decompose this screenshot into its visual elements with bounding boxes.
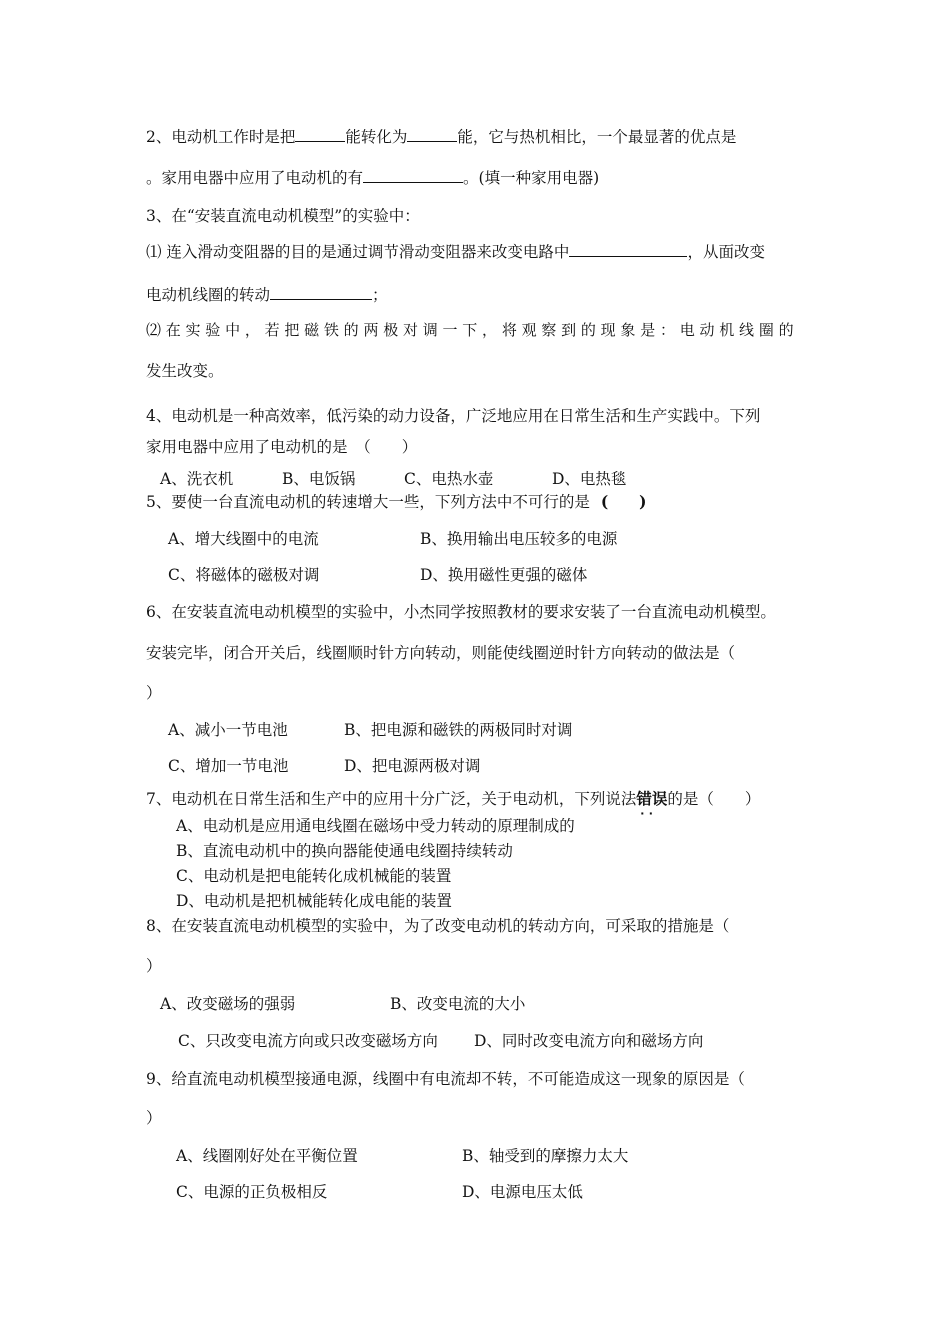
- q2-blank-1[interactable]: [295, 127, 345, 142]
- q5-option-a[interactable]: A、增大线圈中的电流: [168, 530, 319, 548]
- q7-option-d[interactable]: D、电动机是把机械能转化成电能的装置: [176, 892, 452, 910]
- q6-option-d[interactable]: D、把电源两极对调: [344, 757, 481, 775]
- q6-option-a[interactable]: A、减小一节电池: [168, 721, 288, 739]
- q8-option-b[interactable]: B、改变电流的大小: [390, 995, 526, 1013]
- q8-line2: ）: [146, 957, 162, 975]
- q3-text: ；: [372, 286, 388, 304]
- q9-line1: 9、给直流电动机模型接通电源，线圈中有电流却不转，不可能造成这一现象的原因是（: [146, 1070, 745, 1088]
- q7-emphasis: 错误 · ·: [636, 791, 667, 808]
- q6-line3: ）: [146, 684, 162, 702]
- q5-option-b[interactable]: B、换用输出电压较多的电源: [420, 530, 618, 548]
- q7-option-c[interactable]: C、电动机是把电能转化成机械能的装置: [176, 867, 452, 885]
- q2-line1: [146, 127, 736, 147]
- q3-text: ，从面改变: [687, 243, 765, 261]
- q6-option-c[interactable]: C、增加一节电池: [168, 757, 289, 775]
- q2-text: 。(填一种家用电器): [463, 169, 600, 187]
- q9-line2: ）: [146, 1109, 162, 1127]
- q5-answer-paren[interactable]: ( ): [600, 492, 647, 511]
- q7-text: 的是（ ）: [667, 790, 761, 808]
- q2-text: 能，它与热机相比，一个最显著的优点是: [457, 128, 737, 146]
- q9-option-c[interactable]: C、电源的正负极相反: [176, 1183, 328, 1201]
- q2-text: 2、电动机工作时是把: [146, 128, 296, 146]
- q3-title: 3、在“安装直流电动机模型”的实验中：: [146, 207, 420, 225]
- q7-option-a[interactable]: A、电动机是应用通电线圈在磁场中受力转动的原理制成的: [176, 817, 575, 835]
- q6-line1: 6、在安装直流电动机模型的实验中，小杰同学按照教材的要求安装了一台直流电动机模型。: [146, 603, 776, 621]
- q6-line2: 安装完毕，闭合开关后，线圈顺时针方向转动，则能使线圈逆时针方向转动的做法是（: [146, 644, 736, 662]
- q3-p1-line1: [146, 242, 765, 262]
- q8-option-d[interactable]: D、同时改变电流方向和磁场方向: [474, 1032, 704, 1050]
- q3-p2-line2: 发生改变。: [146, 362, 224, 380]
- q6-option-b[interactable]: B、把电源和磁铁的两极同时对调: [344, 721, 573, 739]
- q8-line1: 8、在安装直流电动机模型的实验中，为了改变电动机的转动方向，可采取的措施是（: [146, 917, 730, 935]
- q4-option-b[interactable]: B、电饭锅: [282, 470, 356, 488]
- q2-text: 能转化为: [345, 128, 408, 146]
- q2-line2: [146, 168, 599, 188]
- q3-p1-line2: [146, 285, 388, 305]
- q4-option-a[interactable]: A、洗衣机: [160, 470, 234, 488]
- q8-option-c[interactable]: C、只改变电流方向或只改变磁场方向: [178, 1032, 438, 1050]
- q7-text: 7、电动机在日常生活和生产中的应用十分广泛，关于电动机，下列说法: [146, 790, 637, 808]
- q9-option-d[interactable]: D、电源电压太低: [462, 1183, 583, 1201]
- q4-line1: 4、电动机是一种高效率，低污染的动力设备，广泛地应用在日常生活和生产实践中。下列: [146, 407, 761, 425]
- q9-option-b[interactable]: B、轴受到的摩擦力太大: [462, 1147, 629, 1165]
- q5-option-c[interactable]: C、将磁体的磁极对调: [168, 566, 320, 584]
- q2-blank-3[interactable]: [363, 168, 463, 183]
- q4-option-d[interactable]: D、电热毯: [552, 470, 627, 488]
- q7-stem: [146, 789, 760, 810]
- q5-stem: [146, 492, 646, 512]
- q4-option-c[interactable]: C、电热水壶: [404, 470, 494, 488]
- q3-blank-2[interactable]: [270, 285, 372, 300]
- q7-option-b[interactable]: B、直流电动机中的换向器能使通电线圈持续转动: [176, 842, 513, 860]
- q3-blank-1[interactable]: [569, 242, 687, 257]
- q5-option-d[interactable]: D、换用磁性更强的磁体: [420, 566, 588, 584]
- q3-text: ⑴ 连入滑动变阻器的目的是通过调节滑动变阻器来改变电路中: [146, 243, 570, 261]
- q3-text: 电动机线圈的转动: [146, 286, 271, 304]
- q5-text: 5、要使一台直流电动机的转速增大一些，下列方法中不可行的是: [146, 493, 590, 511]
- q2-blank-2[interactable]: [407, 127, 457, 142]
- q2-text: 。家用电器中应用了电动机的有: [146, 169, 364, 187]
- q8-option-a[interactable]: A、改变磁场的强弱: [160, 995, 296, 1013]
- q4-line2: 家用电器中应用了电动机的是 （ ）: [146, 438, 418, 456]
- q9-option-a[interactable]: A、线圈刚好处在平衡位置: [176, 1147, 358, 1165]
- q3-p2-line1: ⑵ 在 实 验 中 ， 若 把 磁 铁 的 两 极 对 调 一 下 ， 将 观 察 到 的 现 象 是 ： 电 动 机 线 圈 的: [146, 321, 794, 339]
